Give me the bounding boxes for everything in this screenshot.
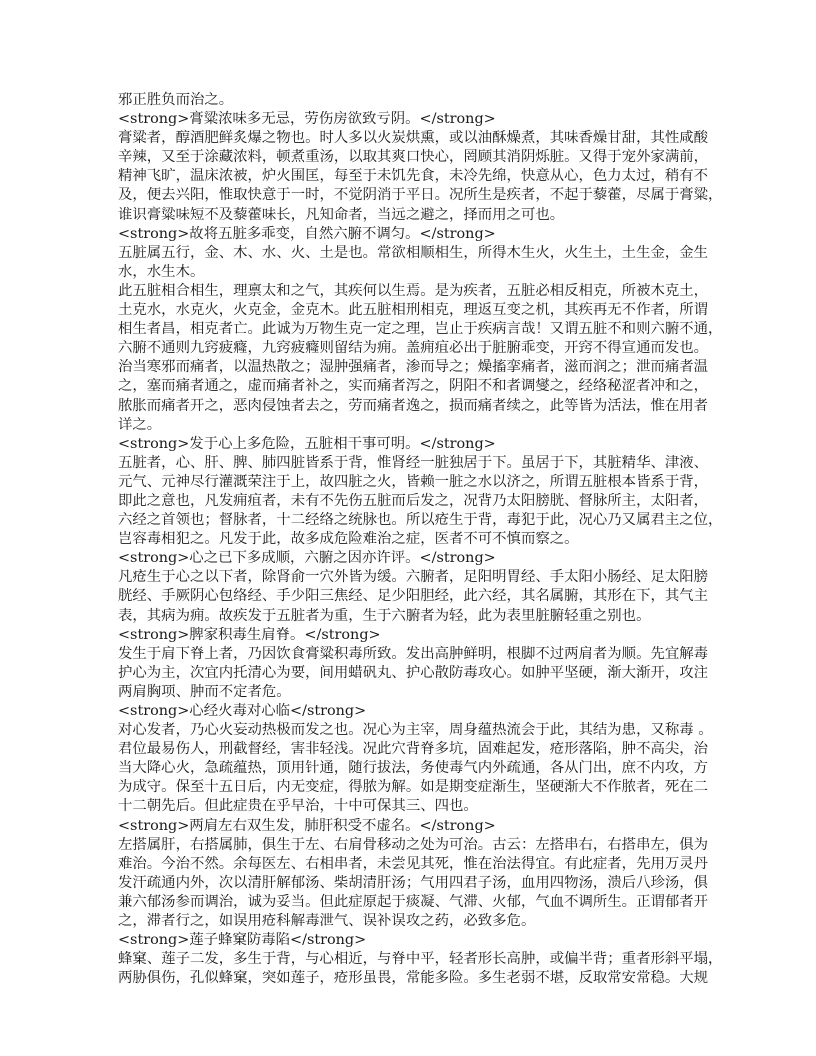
- text-line: 对心发者，乃心火妄动热极而发之也。况心为主宰，周身蕴热流会于此，其结为患，又称毒 。: [118, 722, 713, 739]
- text-line: 之，滞者行之，如误用疮科解毒泄气、误补误攻之药，必致多危。: [118, 913, 536, 930]
- text-line: 五脏属五行，金、木、水、火、土是也。常欲相顺相生，所得木生火，火生土，土生金，金生: [118, 244, 709, 261]
- section-heading-line: <strong>莲子蜂窠防毒陷</strong>: [118, 932, 367, 949]
- text-line: 胱经、手厥阴心包络经、手少阳三焦经、足少阳胆经，此六经，其名属腑，其形在下，其气主: [118, 588, 709, 605]
- section-heading-line: <strong>发于心上多危险，五脏相干事可明。</strong>: [118, 435, 496, 452]
- document-body: [118, 91, 723, 988]
- text-line: 此五脏相合相生，理禀太和之气，其疾何以生焉。是为疾者，五脏必相反相克，所被木克土，: [118, 282, 709, 299]
- text-line: 元气、元神尽行灌溉荣注于上，故四脏之火，皆赖一脏之水以济之，所谓五脏根本皆系于背，: [118, 473, 709, 490]
- text-line: 邪正胜负而治之。: [118, 92, 234, 108]
- text-line: 相生者昌，相克者亡。此诚为万物生克一定之理，岂止于疾病言哉！又谓五脏不和则六腑不通，: [118, 321, 723, 338]
- text-line: 兼六郁汤参而调治，诚为妥当。但此症原起于痰凝、气滞、火郁，气血不调所生。正谓郁者开: [118, 893, 709, 910]
- text-line: 精神飞旷，温床浓被，炉火围匡，每至于未饥先食，未冷先绵，快意从心，色力太过，稍有不: [118, 168, 709, 185]
- section-heading-line: <strong>脾家积毒生肩脊。</strong>: [118, 626, 381, 643]
- text-line: 两胁俱伤，孔似蜂窠，突如莲子，疮形虽畏，常能多险。多生老弱不堪，反取常安常稳。大规: [118, 970, 709, 987]
- text-line: 发汗疏通内外，次以清肝解郁汤、柴胡清肝汤；气用四君子汤，血用四物汤，溃后八珍汤，俱: [118, 874, 709, 891]
- text-line: 十二朝先后。但此症贵在乎早治，十中可保其三、四也。: [118, 798, 478, 815]
- text-line: 治当寒邪而痛者，以温热散之；湿肿强痛者，渗而导之；燥搐挛痛者，滋而润之；泄而痛者温: [118, 359, 709, 376]
- text-line: 护心为主，次宜内托清心为要，间用蜡矾丸、护心散防毒攻心。如肿平坚硬，渐大渐开，攻注: [118, 664, 709, 681]
- text-line: 凡疮生于心之以下者，除肾俞一穴外皆为缓。六腑者，足阳明胃经、手太阳小肠经、足太阳膀: [118, 569, 709, 586]
- text-line: 岂容毒相犯之。凡发于此，故多成危险难治之症，医者不可不慎而察之。: [118, 531, 579, 548]
- text-line: 膏粱者，醇酒肥鲜炙爆之物也。时人多以火炭烘熏，或以油酥燥煮，其味香燥甘甜，其性咸酸: [118, 130, 709, 147]
- text-line: 两肩胸项、肿而不定者危。: [118, 683, 291, 700]
- section-heading-line: <strong>心之已下多成顺，六腑之因亦许评。</strong>: [118, 550, 496, 567]
- text-line: 难治。今治不然。余每医左、右相串者，未尝见其死，惟在治法得宜。有此症者，先用万灵丹: [118, 855, 709, 872]
- text-line: 详之。: [118, 416, 162, 433]
- text-line: 蜂窠、莲子二发，多生于背，与心相近，与脊中平，轻者形长高肿，或偏半背；重者形斜平塌，: [118, 951, 723, 968]
- text-line: 君位最易伤人，刑截督经，害非轻浅。况此穴背脊多坑，固难起发，疮形落陷，肿不高尖，治: [118, 741, 709, 758]
- text-line: 辛辣，又至于涂藏浓料，顿煮重汤，以取其爽口快心，罔顾其消阴烁脏。又得于宠外家满前，: [118, 149, 709, 166]
- section-heading-line: <strong>膏粱浓味多无忌，劳伤房欲致亏阴。</strong>: [118, 111, 496, 128]
- text-line: 当大降心火，急疏蕴热，顶用针通，随行拔法，务使毒气内外疏通，各从门出，庶不内攻，方: [118, 760, 709, 777]
- text-line: 六腑不通则九窍疲癃，九窍疲癃则留结为痈。盖痈疽必出于脏腑乖变，开窍不得宣通而发也。: [118, 340, 709, 357]
- section-heading-line: <strong>故将五脏多乖变，自然六腑不调匀。</strong>: [118, 225, 496, 242]
- text-line: 发生于肩下脊上者，乃因饮食膏粱积毒所致。发出高肿鲜明，根脚不过两肩者为顺。先宜解毒: [118, 645, 709, 662]
- text-line: 五脏者，心、肝、脾、肺四脏皆系于背，惟肾经一脏独居于下。虽居于下，其脏精华、津液、: [118, 454, 709, 471]
- text-line: 为成守。保至十五日后，内无变症，得脓为解。如是期变症渐生，坚硬渐大不作脓者，死在二: [118, 779, 709, 796]
- text-line: 六经之首领也；督脉者，十二经络之统脉也。所以疮生于背，毒犯于此，况心乃又属君主之位，: [118, 512, 723, 529]
- text-line: 谁识膏粱味短不及藜藿味长，凡知命者，当远之避之，择而用之可也。: [118, 206, 565, 223]
- section-heading-line: <strong>两肩左右双生发，肺肝积受不虚名。</strong>: [118, 817, 496, 834]
- text-line: 即此之意也，凡发痈疽者，未有不先伤五脏而后发之，况背乃太阳膀胱、督脉所主，太阳者，: [118, 492, 709, 509]
- text-line: 及，便去兴阳，惟取快意于一时，不觉阴消于平日。况所生是疾者，不起于藜藿，尽属于膏粱，: [118, 187, 723, 204]
- text-line: 表，其病为痈。故疾发于五脏者为重，生于六腑者为轻，此为表里脏腑轻重之别也。: [118, 607, 651, 624]
- section-heading-line: <strong>心经火毒对心临</strong>: [118, 703, 367, 719]
- text-line: 土克水，水克火，火克金，金克木。此五脏相刑相克，理返互变之机，其疾再无不作者，所谓: [118, 302, 709, 319]
- text-line: 之，塞而痛者通之，虚而痛者补之，实而痛者泻之，阴阳不和者调燮之，经络秘涩者冲和之，: [118, 378, 709, 395]
- text-line: 脓胀而痛者开之，恶肉侵蚀者去之，劳而痛者逸之，损而痛者续之，此等皆为活法，惟在用者: [118, 397, 709, 414]
- text-line: 左搭属肝，右搭属肺，俱生于左、右肩骨移动之处为可治。古云：左搭串右，右搭串左，俱为: [118, 836, 709, 853]
- text-line: 水，水生木。: [118, 263, 205, 280]
